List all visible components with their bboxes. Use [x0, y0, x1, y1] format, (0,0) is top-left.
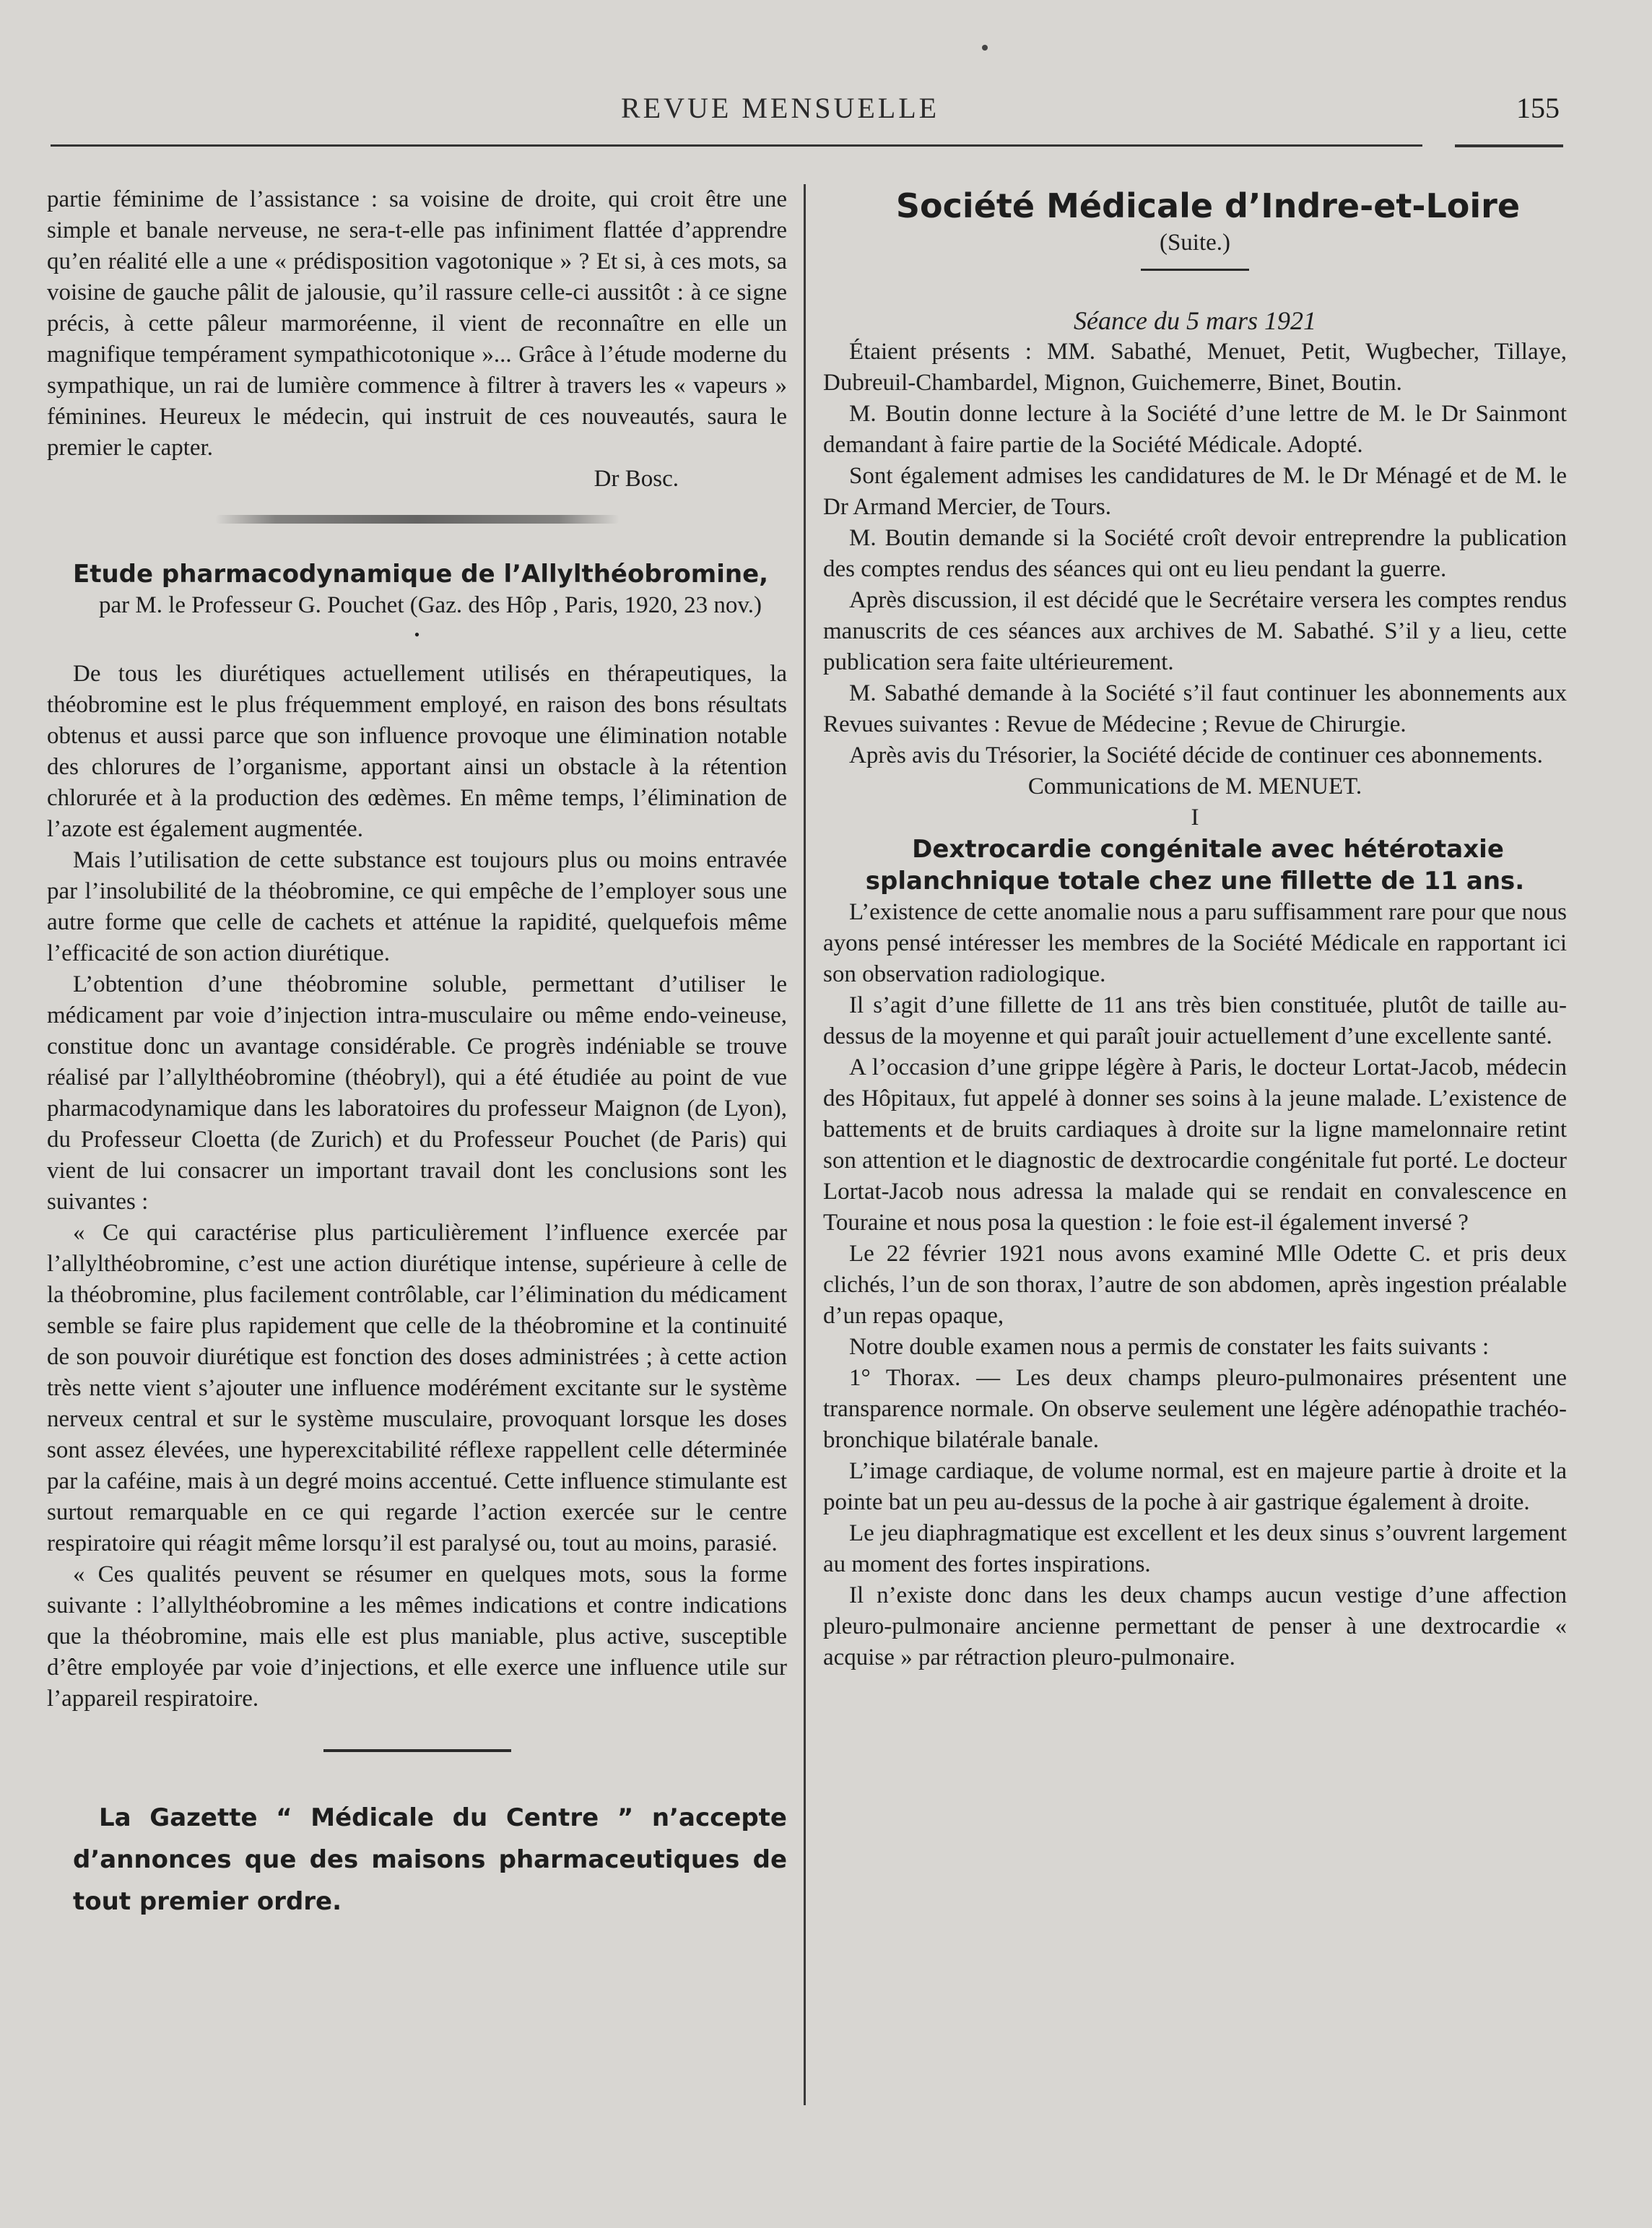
case-paragraph: Le jeu diaphragmatique est excellent et les deux sinus s’ouvrent largement au moment des fortes inspirations.: [823, 1520, 1567, 1577]
minutes-paragraph: M. Sabathé demande à la Société s’il faut continuer les abonnements aux Revues suivantes : Revue de Médecine ; Revue de Chirurgie.: [823, 680, 1567, 737]
case-paragraph: L’image cardiaque, de volume normal, est en majeure partie à droite et la pointe bat un peu au-dessus de la poche à air gastrique également à droite.: [823, 1458, 1567, 1515]
article-paragraph: « Ce qui caractérise plus particulièrement l’influence exercée par l’allylthéobromine, c’est une action diurétique intense, supérieure à celle de la théobromine, plus facilement contrôlable, car l’élimination du médicament semble se faire plus rapidement que celle de la théobromine et la continuité de son pouvoir diurétique est fonction des doses administrées ; à cette action très nette vient s’ajouter une influence modérément excitante sur le système nerveux central et sur le système musculaire, provoquant lorsque les doses sont assez élevées, une hyperexcitabilité réflexe rappellent celle déterminée par la caféine, mais à un degré moins accentué. Cette influence stimulante est surtout remarquable en ce qui regarde l’action exercée sur le centre respiratoire qui réagit même lorsqu’il est paralysé ou, tout au moins, parasié.: [47, 1220, 787, 1556]
article-byline: par M. le Professeur G. Pouchet (Gaz. des Hôp , Paris, 1920, 23 nov.): [99, 592, 762, 618]
society-title: Société Médicale d’Indre-et-Loire: [895, 186, 1521, 225]
communications-heading: Communications de M. MENUET.: [1027, 773, 1362, 799]
running-header: [0, 85, 1652, 129]
minutes-paragraph: M. Boutin demande si la Société croît devoir entreprendre la publication des comptes rendus des séances qui ont eu lieu pendant la guerre.: [823, 525, 1567, 582]
minutes-paragraph: Étaient présents : MM. Sabathé, Menuet, Petit, Wugbecher, Tillaye, Dubreuil-Chambardel, Mignon, Guichemerre, Binet, Boutin.: [823, 339, 1567, 396]
column-divider: [804, 184, 806, 2105]
case-title: Dextrocardie congénitale avec hétérotaxie splanchnique totale chez une fillette de 11 ans.: [865, 835, 1525, 896]
case-paragraph: Il n’existe donc dans les deux champs aucun vestige d’une affection pleuro-pulmonaire ancienne permettant de penser à une dextrocardie « acquise » par rétraction pleuro-pulmonaire.: [823, 1582, 1567, 1670]
section-number: I: [1191, 805, 1199, 831]
article-paragraph: « Ces qualités peuvent se résumer en quelques mots, sous la forme suivante : l’allylthéobromine a les mêmes indications et contre indications que la théobromine, mais elle est plus maniable, plus active, susceptible d’être employée par voie d’injections, et elle exerce une influence utile sur l’appareil respiratoire.: [47, 1561, 787, 1712]
article-paragraph: L’obtention d’une théobromine soluble, permettant d’utiliser le médicament par voie d’injection intra-musculaire ou même endo-veineuse, constitue donc un avantage considérable. Ce progrès indéniable se trouve réalisé par l’allylthéobromine (théobryl), qui a été étudiée au point de vue pharmacodynamique dans les laboratoires du professeur Maignon (de Lyon), du Professeur Cloetta (de Zurich) et du Professeur Pouchet (de Paris) qui vient de lui consacrer un important travail dont les conclusions sont les suivantes :: [47, 971, 787, 1215]
article-title: Etude pharmacodynamique de l’Allylthéobromine,: [73, 560, 769, 589]
suite-label: (Suite.): [1159, 230, 1231, 256]
running-title: REVUE MENSUELLE: [621, 92, 940, 124]
advertising-notice: La Gazette “ Médicale du Centre ” n’accepte d’annonces que des maisons pharmaceutiques de tout premier ordre.: [73, 1803, 787, 1916]
seance-date: Séance du 5 mars 1921: [1074, 306, 1316, 335]
minutes-paragraph: Après discussion, il est décidé que le Secrétaire versera les comptes rendus manuscrits de ces séances aux archives de M. Sabathé. S’il y a lieu, cette publication sera faite ultérieurement.: [823, 587, 1567, 675]
right-column: [823, 184, 1567, 1673]
case-paragraph: Il s’agit d’une fillette de 11 ans très bien constituée, plutôt de taille au-dessus de la moyenne et qui paraît jouir actuellement d’une excellente santé.: [823, 992, 1567, 1049]
header-rule: [51, 144, 1422, 147]
signature: Dr Bosc.: [594, 466, 679, 492]
page-number: 155: [1516, 92, 1560, 124]
case-paragraph: 1° Thorax. — Les deux champs pleuro-pulmonaires présentent une transparence normale. On observe seulement une légère adénopathie trachéo-bronchique bilatérale banale.: [823, 1365, 1567, 1453]
case-paragraph: Le 22 février 1921 nous avons examiné Mlle Odette C. et pris deux clichés, l’un de son thorax, l’autre de son abdomen, après ingestion préalable d’un repas opaque,: [823, 1241, 1567, 1329]
minutes-paragraph: Après avis du Trésorier, la Société décide de continuer ces abonnements.: [849, 742, 1543, 768]
article-paragraph: De tous les diurétiques actuellement utilisés en thérapeutiques, la théobromine est le plus fréquemment employé, en raison des bons résultats obtenus et aussi parce que son influence provoque une élimination notable des chlorures de l’organisme, apportant ainsi un obstacle à la rétention chlorurée et à la production des œdèmes. En même temps, l’élimination de l’azote est également augmentée.: [47, 661, 787, 842]
case-paragraph: L’existence de cette anomalie nous a paru suffisamment rare pour que nous ayons pensé intéresser les membres de la Société Médicale en rapportant ici son observation radiologique.: [823, 899, 1567, 987]
section-rule: [323, 1749, 511, 1752]
ink-dot: [982, 45, 988, 51]
left-column: [47, 184, 787, 1923]
ornament-divider: [215, 515, 620, 524]
title-rule: [1141, 269, 1249, 271]
article-paragraph: Mais l’utilisation de cette substance est toujours plus ou moins entravée par l’insolubilité de la théobromine, ce qui empêche de l’employer sous une autre forme que celle de cachets et atténue la rapidité, quelquefois même l’efficacité de son action diurétique.: [47, 847, 787, 966]
minutes-paragraph: M. Boutin donne lecture à la Société d’une lettre de M. le Dr Sainmont demandant à faire partie de la Société Médicale. Adopté.: [823, 401, 1567, 458]
header-rule-right: [1455, 144, 1563, 147]
case-paragraph: Notre double examen nous a permis de constater les faits suivants :: [849, 1334, 1490, 1360]
minutes-paragraph: Sont également admises les candidatures de M. le Dr Ménagé et de M. le Dr Armand Mercier, de Tours.: [823, 463, 1567, 520]
intro-paragraph: partie féminime de l’assistance : sa voisine de droite, qui croit être une simple et banale nerveuse, ne sera-t-elle pas infiniment flattée d’apprendre qu’en réalité elle a une « prédisposition vagotonique » ? Et si, à ces mots, sa voisine de gauche pâlit de jalousie, qu’il rassure celle-ci aussitôt : à ce signe précis, à cette pâleur marmoréenne, il vient de reconnaître en elle un magnifique tempérament sympathicotonique »... Grâce à l’étude moderne du sympathique, un rai de lumière commence à filtrer à travers les « vapeurs » féminines. Heureux le médecin, qui instruit de ces nouveautés, saura le premier le capter.: [47, 186, 787, 461]
case-paragraph: A l’occasion d’une grippe légère à Paris, le docteur Lortat-Jacob, médecin des Hôpitaux, fut appelé à donner ses soins à la jeune malade. L’existence de battements et de bruits cardiaques à droite sur la ligne mamelonnaire retint son attention et le diagnostic de dextrocardie congénitale fut porté. Le docteur Lortat-Jacob nous adressa la malade qui se rendait en convalescence en Touraine et nous posa la question : le foie est-il également inversé ?: [823, 1054, 1567, 1236]
bullet-separator: •: [414, 625, 420, 643]
